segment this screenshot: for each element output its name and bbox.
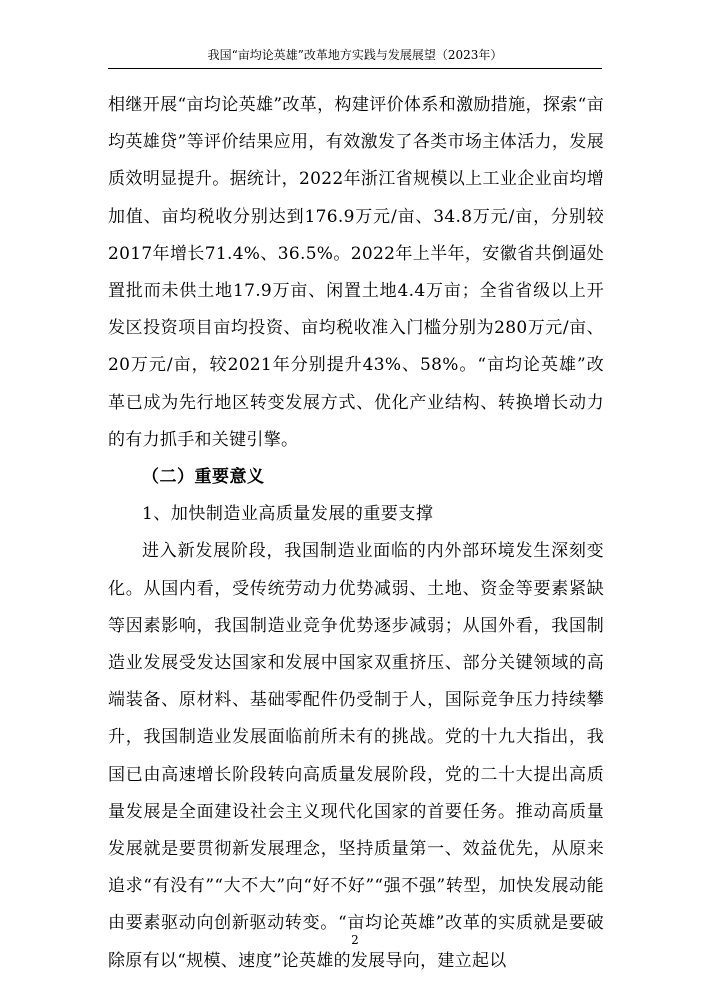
document-body bbox=[108, 87, 604, 980]
section-heading: （二）重要意义 bbox=[142, 467, 265, 488]
running-header: 我国“亩均论英雄”改革地方实践与发展展望（2023年） bbox=[207, 48, 503, 62]
header-divider bbox=[108, 68, 602, 69]
body-paragraph-continued: 相继开展“亩均论英雄”改革，构建评价体系和激励措施，探索“亩均英雄贷”等评价结果应用，有效激发了各类市场主体活力，发展质效明显提升。据统计，2022年浙江省规模以上工业企业亩均增加值、亩均税收分别达到176.9万元/亩、34.8万元/亩，分别较2017年增长71.4%、36.5%。2022年上半年，安徽省共倒逼处置批而未供土地17.9万亩、闲置土地4.4万亩；全省省级以上开发区投资项目亩均投资、亩均税收准入门槛分别为280万元/亩、20万元/亩，较2021年分别提升43%、58%。“亩均论英雄”改革已成为先行地区转变发展方式、优化产业结构、转换增长动力的有力抓手和关键引擎。 bbox=[108, 95, 604, 450]
body-paragraph: 进入新发展阶段，我国制造业面临的内外部环境发生深刻变化。从国内看，受传统劳动力优势减弱、土地、资金等要素紧缺等因素影响，我国制造业竞争优势逐步减弱；从国外看，我国制造业发展受发达国家和发展中国家双重挤压、部分关键领域的高端装备、原材料、基础零配件仍受制于人，国际竞争压力持续攀升，我国制造业发展面临前所未有的挑战。党的十九大指出，我国已由高速增长阶段转向高质量发展阶段，党的二十大提出高质量发展是全面建设社会主义现代化国家的首要任务。推动高质量发展就是要贯彻新发展理念，坚持质量第一、效益优先，从原来追求“有没有”“大不大”向“好不好”“强不强”转型，加快发展动能由要素驱动向创新驱动转变。“亩均论英雄”改革的实质就是要破除原有以“规模、速度”论英雄的发展导向，建立起以 bbox=[108, 541, 604, 971]
page-number: 2 bbox=[351, 933, 359, 947]
subsection-heading: 1、加快制造业高质量发展的重要支撑 bbox=[142, 504, 434, 525]
